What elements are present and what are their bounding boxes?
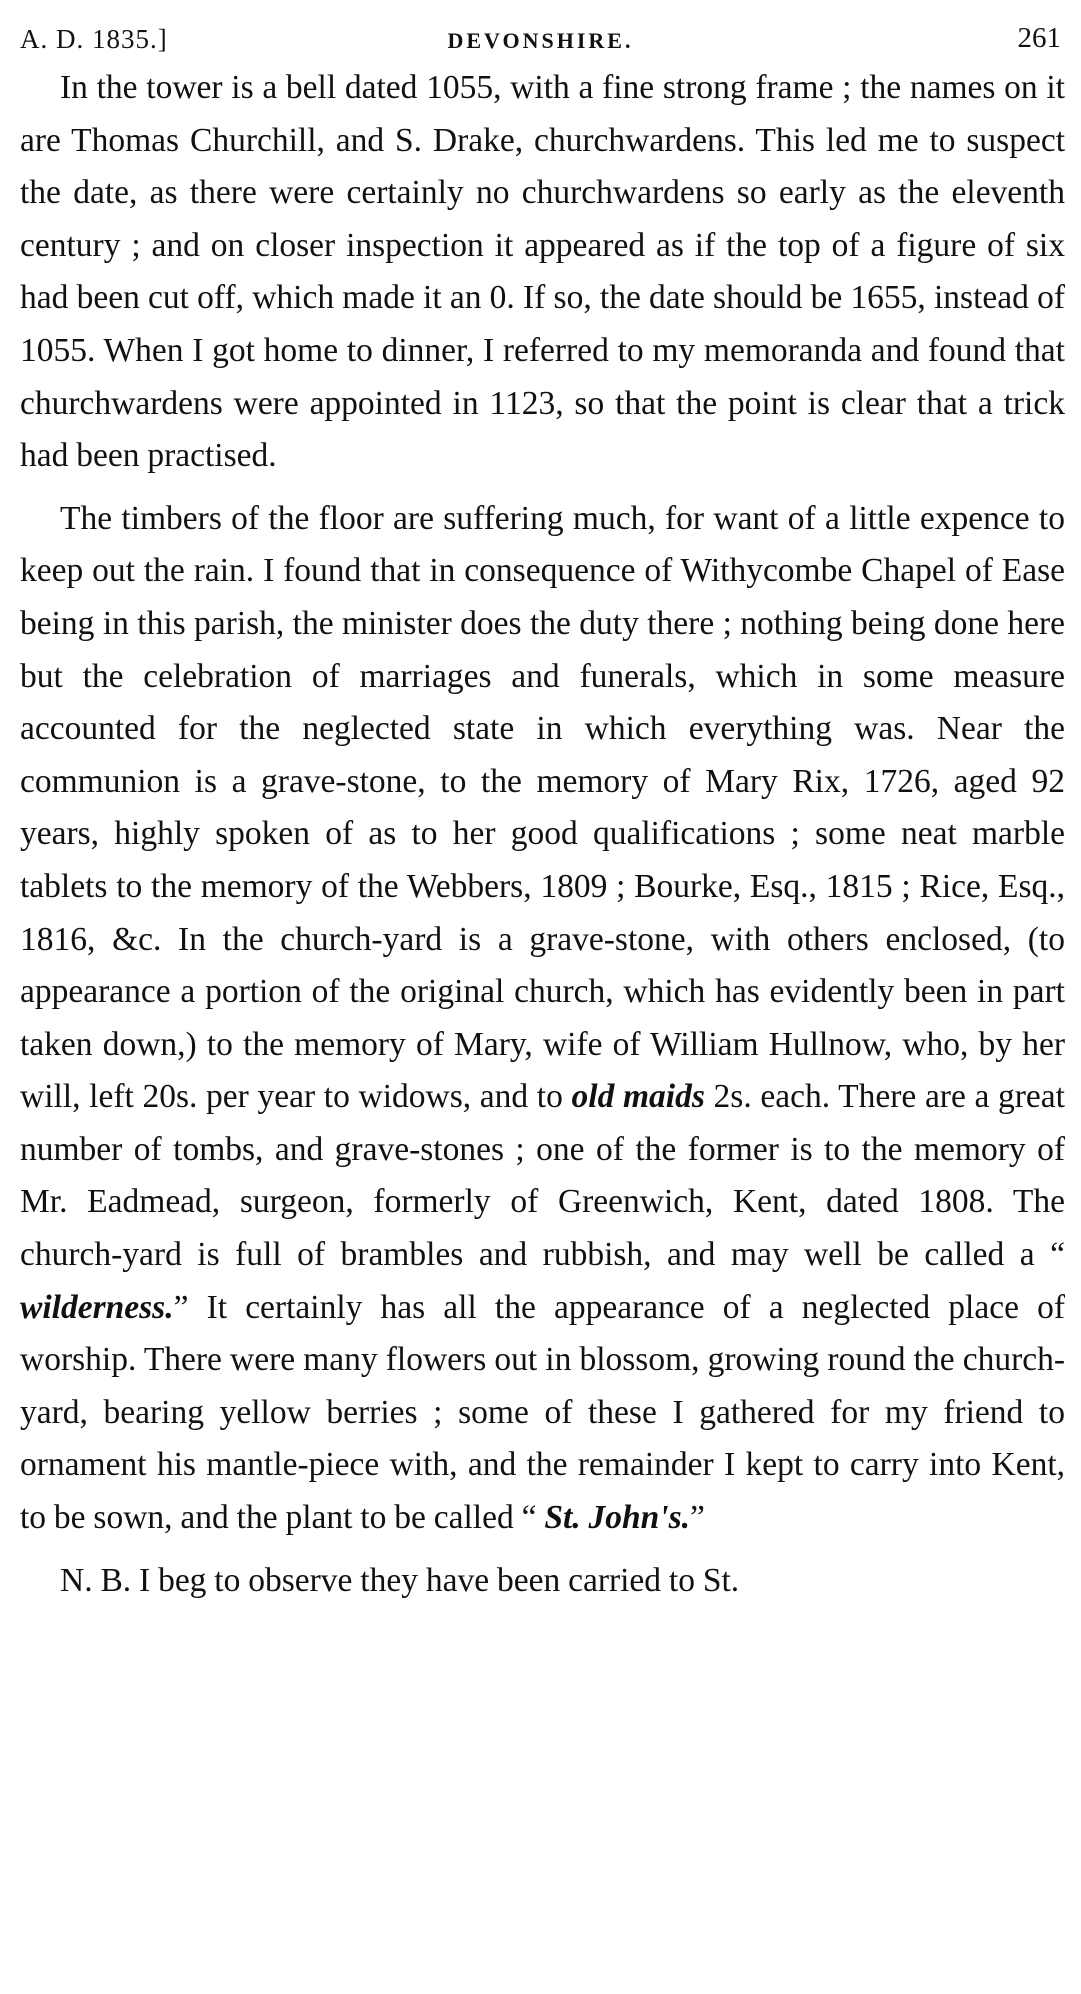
paragraph-bell: In the tower is a bell dated 1055, with a fine strong frame ; the names on it are Thomas Churchill, and S. Drake, churchwardens. This led me to suspect the date, as there were certainly no churchwardens so early as the eleventh century ; and on closer inspection it appeared as if the top of a figure of six had been cut off, which made it an 0. If so, the date should be 1655, instead of 1055. When I got home to dinner, I referred to my memoranda and found that churchwardens were appointed in 1123, so that the point is clear that a trick had been practised.: [20, 69, 1065, 475]
running-head-date: A. D. 1835.]: [20, 24, 168, 54]
paragraph-note: N. B. I beg to observe they have been carried to St.: [60, 1561, 740, 1599]
italic-wilderness: wilderness.: [20, 1288, 174, 1326]
paragraph-text: ”: [690, 1499, 705, 1537]
page-number: 261: [1017, 22, 1061, 54]
paragraph-text: ” It certainly has all the appearance of a neglected place of worship. There were many flowers out in blossom, growing round the church-yard, bearing yellow berries ; some of these I gathered for my friend to ornament his mantle-piece with, and the remainder I kept to carry into Kent, to be sown, and the plant to be called “: [20, 1288, 1065, 1537]
italic-old-maids: old maids: [571, 1078, 705, 1116]
italic-st-johns: St. John's.: [544, 1499, 690, 1537]
paragraph-text: The timbers of the floor are suffering much, for want of a little expence to keep out the rain. I found that in consequence of Withycombe Chapel of Ease being in this parish, the minister does the duty there ; nothing being done here but the celebration of marriages and funerals, which in some measure accounted for the neglected state in which everything was. Near the communion is a grave-stone, to the memory of Mary Rix, 1726, aged 92 years, highly spoken of as to her good qualifications ; some neat marble tablets to the memory of the Webbers, 1809 ; Bourke, Esq., 1815 ; Rice, Esq., 1816, &c. In the church-yard is a grave-stone, with others enclosed, (to appearance a portion of the original church, which has evidently been in part taken down,) to the memory of Mary, wife of William Hullnow, who, by her will, left 20s. per year to widows, and to: [20, 499, 1065, 1116]
paragraph-church-yard: [20, 493, 1065, 1545]
running-head-title: DEVONSHIRE.: [447, 28, 634, 53]
paragraph-text: 2s. each. There are a great number of tombs, and grave-stones ; one of the former is to the memory of Mr. Eadmead, surgeon, formerly of Greenwich, Kent, dated 1808. The church-yard is full of brambles and rubbish, and may well be called a “: [20, 1078, 1065, 1274]
running-head: [20, 22, 1061, 56]
